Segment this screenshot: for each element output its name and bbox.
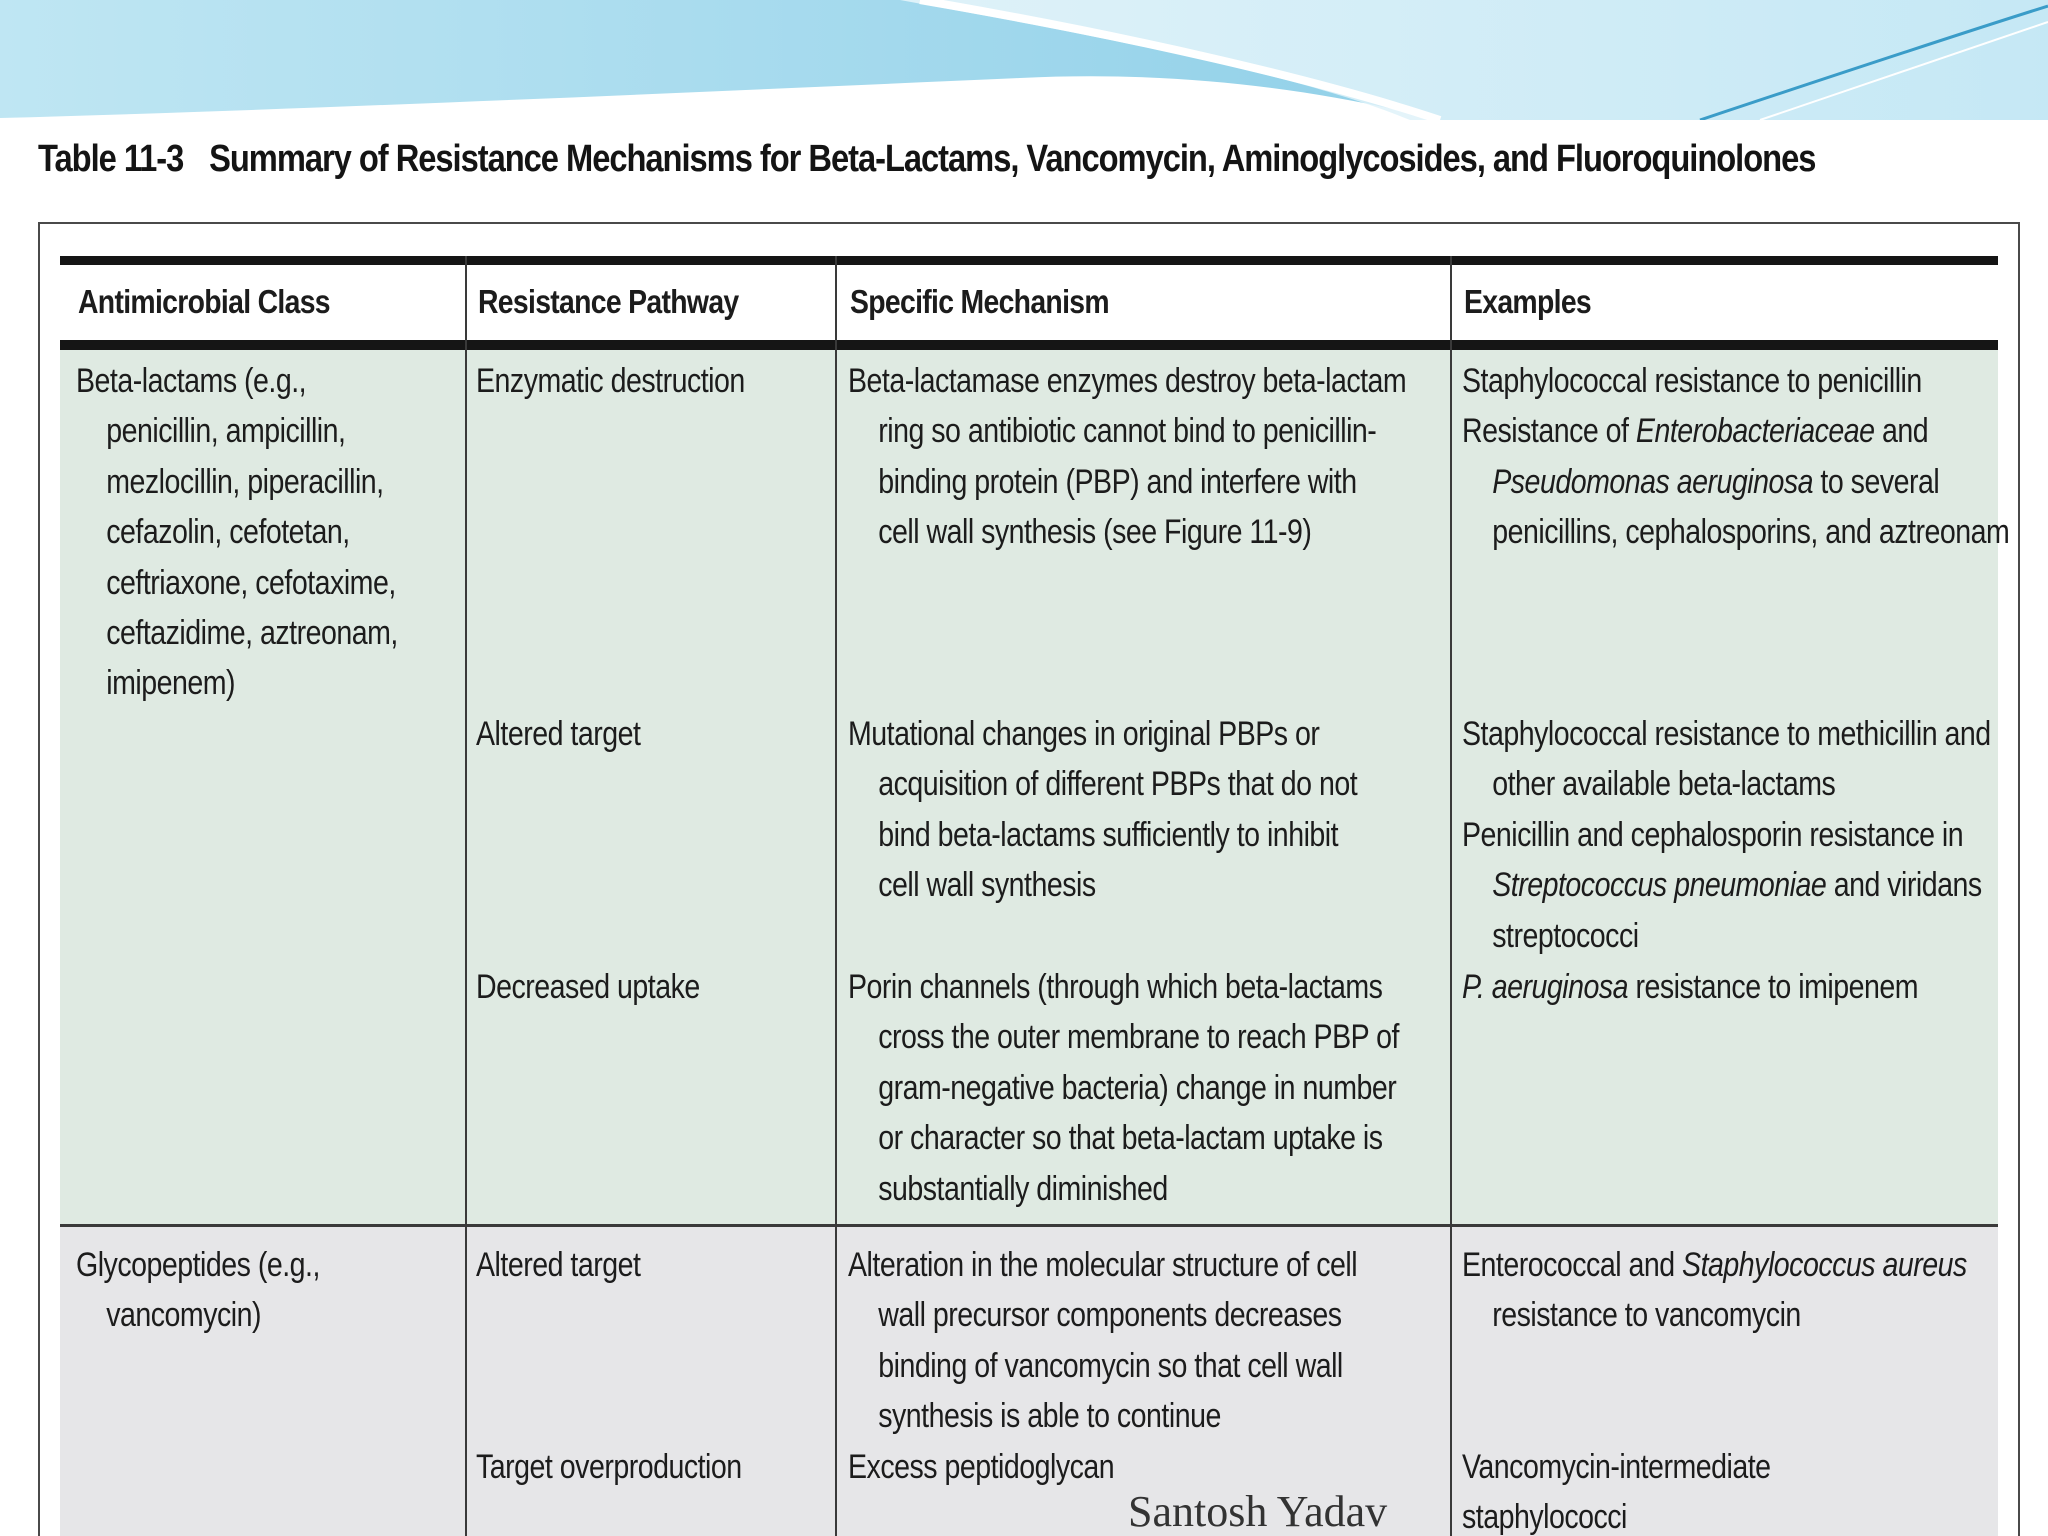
- mechanism-altered-target-vanco: [848, 1240, 1357, 1442]
- organism-name: Streptococcus pneumoniae: [1492, 866, 1827, 905]
- example-line: Staphylococcal resistance to penicillin: [1462, 362, 1922, 400]
- examples-altered-target: [1462, 709, 1991, 961]
- examples-target-overproduction: Vancomycin-intermediate staphylococci: [1462, 1448, 1771, 1536]
- example-text: to several: [1813, 462, 1940, 501]
- mechanism-line: acquisition of different PBPs that do not: [878, 765, 1358, 804]
- class-line: ceftriaxone, cefotaxime,: [106, 563, 396, 602]
- pathway-enzymatic-destruction: Enzymatic destruction: [476, 362, 745, 400]
- organism-name: Enterobacteriaceae: [1635, 412, 1875, 451]
- mechanism-line: ring so antibiotic cannot bind to penicillin-: [878, 412, 1377, 451]
- mechanism-line: Porin channels (through which beta-lactams: [848, 968, 1383, 1006]
- example-line: Penicillin and cephalosporin resistance in: [1462, 815, 1964, 854]
- mechanism-line: Beta-lactamase enzymes destroy beta-lactam: [848, 362, 1407, 400]
- example-text: Resistance of: [1462, 412, 1636, 451]
- class-line: penicillin, ampicillin,: [106, 412, 346, 451]
- mechanism-line: cell wall synthesis (see Figure 11-9): [878, 513, 1312, 552]
- mechanism-line: bind beta-lactams sufficiently to inhibit: [878, 815, 1339, 854]
- mechanism-line: binding protein (PBP) and interfere with: [878, 462, 1357, 501]
- example-text: and viridans: [1826, 866, 1982, 905]
- author-footer: [1128, 1486, 1448, 1536]
- class-line: Glycopeptides (e.g.,: [76, 1246, 320, 1284]
- examples-altered-target-vanco: [1462, 1240, 1967, 1341]
- class-cell-glycopeptides: [76, 1240, 320, 1341]
- header-specific-mechanism: Specific Mechanism: [850, 283, 1109, 320]
- mechanism-line: gram-negative bacteria) change in number: [878, 1068, 1397, 1107]
- header-rule: [60, 340, 1998, 350]
- example-line: penicillins, cephalosporins, and aztreonam: [1492, 513, 2010, 552]
- class-line: ceftazidime, aztreonam,: [106, 614, 398, 653]
- example-line: other available beta-lactams: [1492, 765, 1836, 804]
- example-line: [1462, 962, 1918, 1012]
- mechanism-target-overproduction: Excess peptidoglycan: [848, 1448, 1115, 1486]
- organism-name: Staphylococcus aureus: [1682, 1246, 1967, 1284]
- example-line: [1462, 457, 2009, 507]
- example-line: [1462, 406, 2009, 456]
- mechanism-line: Alteration in the molecular structure of cell: [848, 1246, 1358, 1284]
- pathway-altered-target-vanco: Altered target: [476, 1246, 641, 1284]
- class-line: vancomycin): [106, 1296, 262, 1335]
- pathway-target-overproduction: Target overproduction: [476, 1448, 742, 1486]
- mechanism-line: cross the outer membrane to reach PBP of: [878, 1018, 1399, 1057]
- organism-name: Pseudomonas aeruginosa: [1492, 462, 1814, 501]
- mechanism-altered-target: [848, 709, 1357, 911]
- pathway-decreased-uptake: Decreased uptake: [476, 968, 700, 1006]
- example-line: [1462, 860, 1991, 910]
- table-title: [38, 132, 1816, 186]
- mechanism-enzymatic-destruction: [848, 356, 1406, 558]
- example-text: resistance to imipenem: [1628, 968, 1919, 1006]
- mechanism-line: binding of vancomycin so that cell wall: [878, 1346, 1343, 1385]
- resistance-table: [38, 222, 2020, 1536]
- table-caption: Summary of Resistance Mechanisms for Beta-Lactams, Vancomycin, Aminoglycosides, and Fluoroquinolones: [209, 138, 1816, 180]
- top-rule: [60, 256, 1998, 265]
- header-examples: Examples: [1464, 283, 1592, 320]
- example-text: Enterococcal and: [1462, 1246, 1683, 1284]
- table-number: Table 11-3: [38, 138, 184, 180]
- class-line: mezlocillin, piperacillin,: [106, 462, 384, 501]
- mechanism-line: cell wall synthesis: [878, 866, 1096, 905]
- group-separator: [60, 1224, 1998, 1227]
- organism-name: P. aeruginosa: [1462, 968, 1629, 1006]
- examples-enzymatic-destruction: [1462, 356, 2009, 558]
- mechanism-line: or character so that beta-lactam uptake is: [878, 1119, 1383, 1158]
- example-line: Staphylococcal resistance to methicillin and: [1462, 715, 1991, 753]
- example-line: [1462, 1240, 1967, 1290]
- mechanism-line: synthesis is able to continue: [878, 1397, 1221, 1436]
- examples-decreased-uptake: [1462, 962, 1918, 1012]
- header-banner: [0, 0, 2048, 120]
- class-line: imipenem): [106, 664, 236, 703]
- header-resistance-pathway: Resistance Pathway: [478, 283, 739, 320]
- mechanism-decreased-uptake: [848, 962, 1399, 1214]
- class-line: cefazolin, cefotetan,: [106, 513, 350, 552]
- header-antimicrobial-class: Antimicrobial Class: [78, 283, 330, 320]
- class-cell-beta-lactams: [76, 356, 398, 709]
- class-line: Beta-lactams (e.g.,: [76, 362, 307, 400]
- example-line: resistance to vancomycin: [1492, 1296, 1801, 1335]
- example-line: streptococci: [1492, 916, 1639, 955]
- mechanism-line: Mutational changes in original PBPs or: [848, 715, 1320, 753]
- author-name: Santosh Yadav: [1128, 1487, 1388, 1536]
- column-divider: [835, 256, 837, 1536]
- mechanism-line: substantially diminished: [878, 1169, 1168, 1208]
- mechanism-line: wall precursor components decreases: [878, 1296, 1342, 1335]
- column-divider: [465, 256, 467, 1536]
- example-text: and: [1874, 412, 1929, 451]
- pathway-altered-target: Altered target: [476, 715, 641, 753]
- column-divider: [1450, 256, 1452, 1536]
